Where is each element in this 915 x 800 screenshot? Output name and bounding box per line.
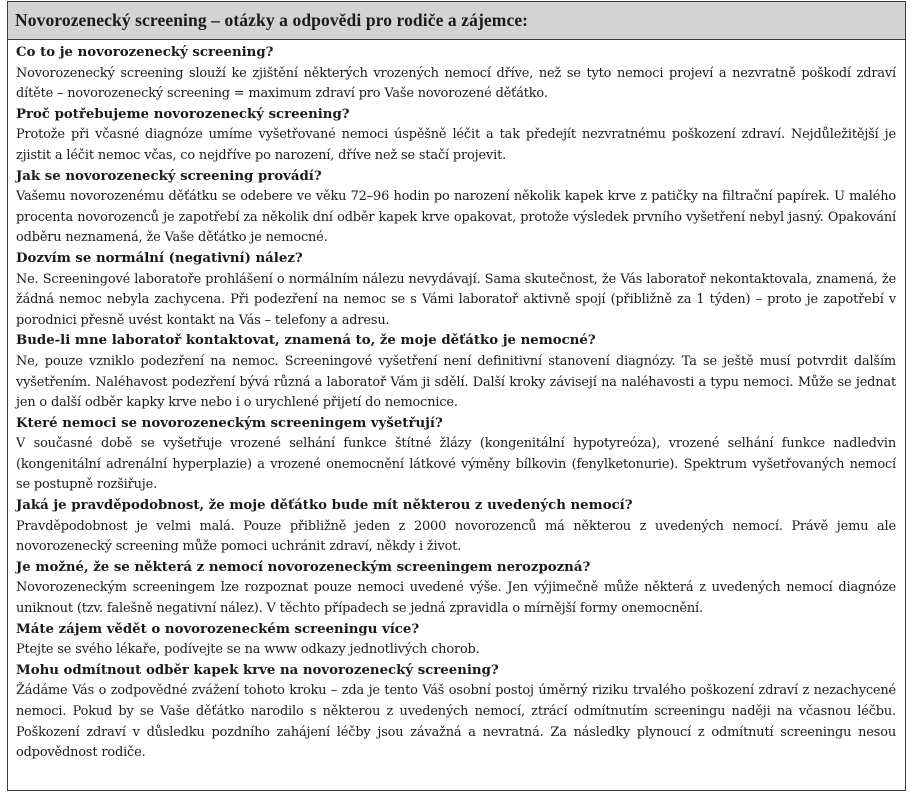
faq-item [16, 43, 896, 105]
faq-answer: Protože při včasné diagnóze umíme vyšetřované nemoci úspěšně léčit a tak předejít nezvratnému poškození zdraví. Nejdůležitější je zjistit a léčit nemoc včas, co nejdříve po narození, dříve než se stačí projevit. [16, 127, 896, 163]
faq-answer: Pravděpodobnost je velmi malá. Pouze přibližně jeden z 2000 novorozenců má některou z uvedených nemocí. Právě jemu ale novorozenecký screening může pomoci uchránit zdraví, někdy i život. [16, 518, 896, 555]
faq-item [16, 661, 896, 764]
faq-title: Novorozenecký screening – otázky a odpovědi pro rodiče a zájemce: [15, 10, 529, 30]
faq-answer: Ne, pouze vzniklo podezření na nemoc. Screeningové vyšetření není definitivní stanovení diagnózy. Ta se ještě musí potvrdit dalším vyšetřením. Naléhavost podezření bývá různá a laboratoř Vám ji sdělí. Další kroky závisejí na naléhavosti a typu nemoci. Může se jednat jen o další odběr kapky krve nebo i o urychlené přijetí do nemocnice. [16, 353, 896, 411]
faq-box [7, 1, 906, 791]
faq-question: Proč potřebujeme novorozenecký screening? [16, 106, 350, 122]
faq-question: Které nemoci se novorozeneckým screeningem vyšetřují? [16, 415, 443, 431]
faq-question: Jaká je pravděpodobnost, že moje děťátko bude mít některou z uvedených nemocí? [16, 498, 633, 514]
faq-question: Bude-li mne laboratoř kontaktovat, znamená to, že moje děťátko je nemocné? [16, 333, 596, 349]
faq-answer: Novorozeneckým screeningem lze rozpoznat pouze nemoci uvedené výše. Jen výjimečně může některá z uvedených nemocí diagnóze uniknout (tzv. falešně negativní nález). V těchto případech se jedná zpravidla o mírnější formy onemocnění. [16, 580, 896, 617]
faq-item [16, 249, 896, 331]
faq-question: Máte zájem vědět o novorozeneckém screeningu více? [16, 621, 420, 637]
faq-answer: Ptejte se svého lékaře, podívejte se na www odkazy jednotlivých chorob. [16, 642, 480, 658]
faq-question: Co to je novorozenecký screening? [16, 45, 274, 60]
faq-item [16, 331, 896, 413]
faq-question: Jak se novorozenecký screening provádí? [16, 168, 322, 184]
faq-question: Je možné, že se některá z nemocí novorozeneckým screeningem nerozpozná? [16, 559, 591, 575]
faq-header [8, 2, 905, 40]
faq-answer: Ne. Screeningové laboratoře prohlášení o normálním nálezu nevydávají. Sama skutečnost, že Vás laboratoř nekontaktovala, znamená, že žádná nemoc nebyla zachycena. Při podezření na nemoc se s Vámi laboratoř aktivně spojí (přibližně za 1 týden) – proto je zapotřebí v porodnici přesně uvést kontakt na Vás – telefony a adresu. [16, 271, 896, 328]
faq-answer: Žádáme Vás o zodpovědné zvážení tohoto kroku – zda je tento Váš osobní postoj úměrný riziku trvalého poškození zdraví z nezachycené nemoci. Pokud by se Vaše děťátko narodilo s některou z uvedených nemocí, ztrácí odmítnutím screeningu naději na včasnou léčbu. Poškození zdraví v důsledku pozdního zahájení léčby jsou závažná a nevratná. Za následky plynoucí z odmítnutí screeningu nesou odpovědnost rodiče. [16, 683, 896, 761]
faq-item [16, 167, 896, 249]
faq-question: Mohu odmítnout odběr kapek krve na novorozenecký screening? [16, 662, 499, 678]
faq-answer: Vašemu novorozenému děťátku se odebere ve věku 72–96 hodin po narození několik kapek krve z patičky na filtrační papírek. U malého procenta novorozenců je zapotřebí za několik dní odběr kapek krve opakovat, protože výsledek prvního vyšetření nebyl jasný. Opakování odběru neznamená, že Vaše děťátko je nemocné. [16, 189, 896, 246]
faq-answer: Novorozenecký screening slouží ke zjištění některých vrozených nemocí dříve, než se tyto nemoci projeví a nezvratně poškodí zdraví dítěte – novorozenecký screening = maximum zdraví pro Vaše novorozené děťátko. [16, 65, 896, 102]
faq-item [16, 496, 896, 558]
faq-item [16, 105, 896, 167]
faq-content [8, 40, 905, 764]
faq-item [16, 414, 896, 496]
faq-question: Dozvím se normální (negativní) nález? [16, 250, 303, 266]
faq-answer: V současné době se vyšetřuje vrozené selhání funkce štítné žlázy (kongenitální hypotyreóza), vrozené selhání funkce nadledvin (kongenitální adrenální hyperplazie) a vrozené onemocnění látkové výměny bílkovin (fenylketonurie). Spektrum vyšetřovaných nemocí se postupně rozšiřuje. [16, 436, 896, 493]
faq-item [16, 558, 896, 620]
faq-item [16, 620, 896, 661]
